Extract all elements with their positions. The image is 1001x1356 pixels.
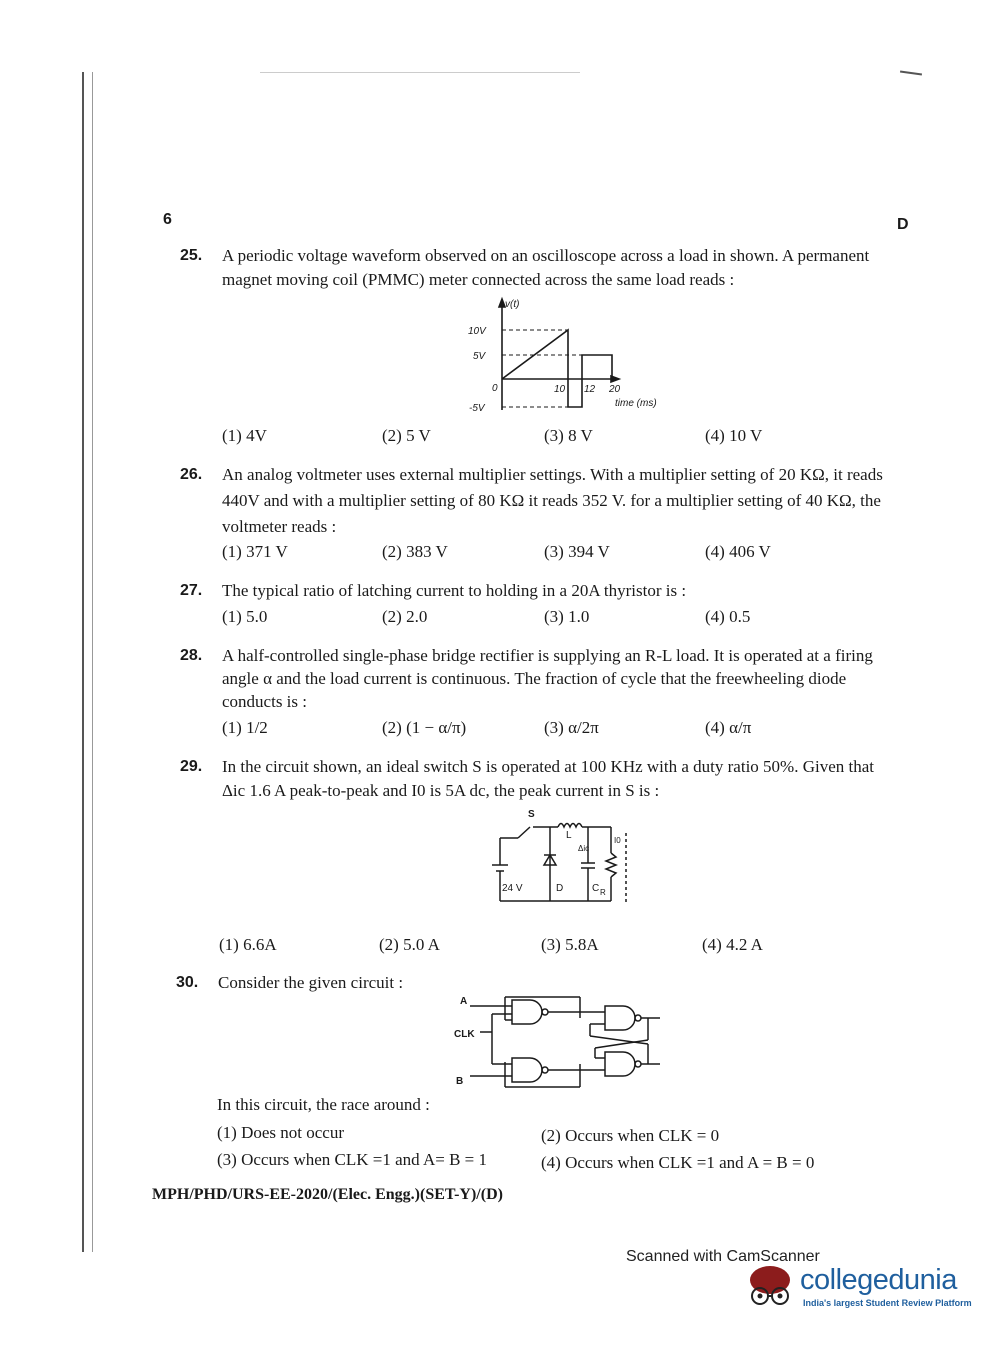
- source-label: 24 V: [502, 883, 523, 894]
- option: (1) 1/2: [222, 718, 268, 737]
- resistor-label: R: [600, 888, 606, 897]
- option: (1) 371 V: [222, 542, 288, 561]
- page-number: 6: [163, 211, 172, 228]
- input-clk-label: CLK: [454, 1029, 475, 1040]
- binding-line-inner: [92, 72, 93, 1252]
- y-label-0: 0: [492, 383, 498, 394]
- option: (1) Does not occur: [217, 1123, 344, 1142]
- footer-code: MPH/PHD/URS-EE-2020/(Elec. Engg.)(SET-Y)/(D): [152, 1186, 503, 1203]
- set-letter: D: [897, 216, 909, 233]
- nand-gate-1: [512, 1000, 542, 1024]
- question-number: 30.: [176, 974, 199, 991]
- option: (4) 406 V: [705, 542, 771, 561]
- logic-gate-circuit: [450, 992, 670, 1092]
- inversion-bubble: [635, 1015, 641, 1021]
- option: (3) Occurs when CLK =1 and A= B = 1: [217, 1150, 488, 1169]
- option: (2) 5 V: [382, 426, 431, 445]
- x-label-10: 10: [554, 384, 566, 395]
- switch-label: S: [528, 809, 535, 820]
- option: (4) Occurs when CLK =1 and A = B = 0: [541, 1153, 815, 1172]
- mascot-logo: [744, 1262, 802, 1314]
- binding-line: [82, 72, 84, 1252]
- option: (2) Occurs when CLK = 0: [541, 1126, 720, 1145]
- question-text: The typical ratio of latching current to holding in a 20A thyristor is :: [222, 581, 687, 600]
- y-label-5v: 5V: [473, 351, 486, 362]
- scanned-watermark: Scanned with CamScanner: [626, 1248, 820, 1265]
- option: (2) (1 − α/π): [382, 718, 467, 737]
- diode-label: D: [556, 883, 564, 894]
- option: (4) α/π: [705, 718, 752, 737]
- question-text: A half-controlled single-phase bridge rectifier is supplying an R-L load. It is operated at a firing angle α and the load current is continuous. The fraction of cycle that the freewheeling diode conducts is :: [222, 646, 873, 711]
- question-number: 25.: [180, 247, 203, 264]
- question-27: [180, 579, 900, 603]
- input-a-label: A: [460, 996, 468, 1007]
- brand-tagline: India's largest Student Review Platform: [803, 1298, 972, 1308]
- option: (3) 8 V: [544, 426, 593, 445]
- question-25: [180, 244, 900, 292]
- capacitor-label: C: [592, 883, 600, 894]
- x-label-12: 12: [584, 384, 596, 395]
- option: (3) 1.0: [544, 607, 590, 626]
- ripple-label: Δic: [578, 844, 590, 853]
- question-number: 26.: [180, 466, 203, 483]
- waveform-graph: [455, 295, 685, 415]
- question-number: 29.: [180, 758, 203, 775]
- question-text: Consider the given circuit :: [218, 973, 404, 992]
- option: (2) 5.0 A: [379, 935, 440, 954]
- inversion-bubble: [542, 1009, 548, 1015]
- question-text: In the circuit shown, an ideal switch S is operated at 100 KHz with a duty ratio 50%. Given that Δic 1.6 A peak-to-peak and I0 is 5A dc, the peak current in S is :: [222, 757, 874, 800]
- load-resistor: [606, 853, 616, 877]
- inductor-label: L: [566, 830, 572, 841]
- inversion-bubble: [542, 1067, 548, 1073]
- question-text: An analog voltmeter uses external multiplier settings. With a multiplier setting of 20 KΩ, it reads 440V and with a multiplier setting of 80 KΩ it reads 352 V. for a multiplier setting of 40 KΩ, the voltmeter reads :: [222, 465, 883, 536]
- corner-mark: [900, 70, 922, 75]
- inversion-bubble: [635, 1061, 641, 1067]
- question-28: [180, 644, 900, 713]
- question-text: A periodic voltage waveform observed on an oscilloscope across a load in shown. A permanent magnet moving coil (PMMC) meter connected across the same load reads :: [222, 246, 870, 289]
- nand-gate-3: [605, 1006, 635, 1030]
- nand-gate-4: [605, 1052, 635, 1076]
- x-label-20: 20: [609, 384, 621, 395]
- waveform-trace: [502, 330, 612, 407]
- option: (3) α/2π: [544, 718, 599, 737]
- nand-gate-2: [512, 1058, 542, 1082]
- question-number: 28.: [180, 647, 203, 664]
- question-26: [180, 462, 900, 540]
- input-b-label: B: [456, 1076, 464, 1087]
- y-label-10v: 10V: [468, 326, 486, 337]
- x-axis-label: time (ms): [615, 398, 657, 409]
- y-axis-label: v(t): [505, 299, 520, 310]
- question-number: 27.: [180, 582, 203, 599]
- option: (4) 4.2 A: [702, 935, 763, 954]
- option: (3) 394 V: [544, 542, 610, 561]
- top-scan-line: [260, 72, 580, 73]
- inductor-coil: [558, 824, 582, 828]
- y-label-neg5v: -5V: [469, 403, 485, 414]
- option: (3) 5.8A: [541, 935, 599, 954]
- option: (2) 383 V: [382, 542, 448, 561]
- option: (2) 2.0: [382, 607, 428, 626]
- question-30-followup: In this circuit, the race around :: [217, 1095, 430, 1114]
- question-29: [180, 755, 900, 803]
- switch-blade: [518, 827, 530, 838]
- option: (1) 4V: [222, 426, 267, 445]
- option: (4) 10 V: [705, 426, 763, 445]
- option: (1) 6.6A: [219, 935, 277, 954]
- buck-converter-circuit: [478, 803, 638, 918]
- brand-name: collegedunia: [800, 1264, 957, 1296]
- option: (4) 0.5: [705, 607, 751, 626]
- option: (1) 5.0: [222, 607, 268, 626]
- output-current-label: I0: [614, 836, 621, 845]
